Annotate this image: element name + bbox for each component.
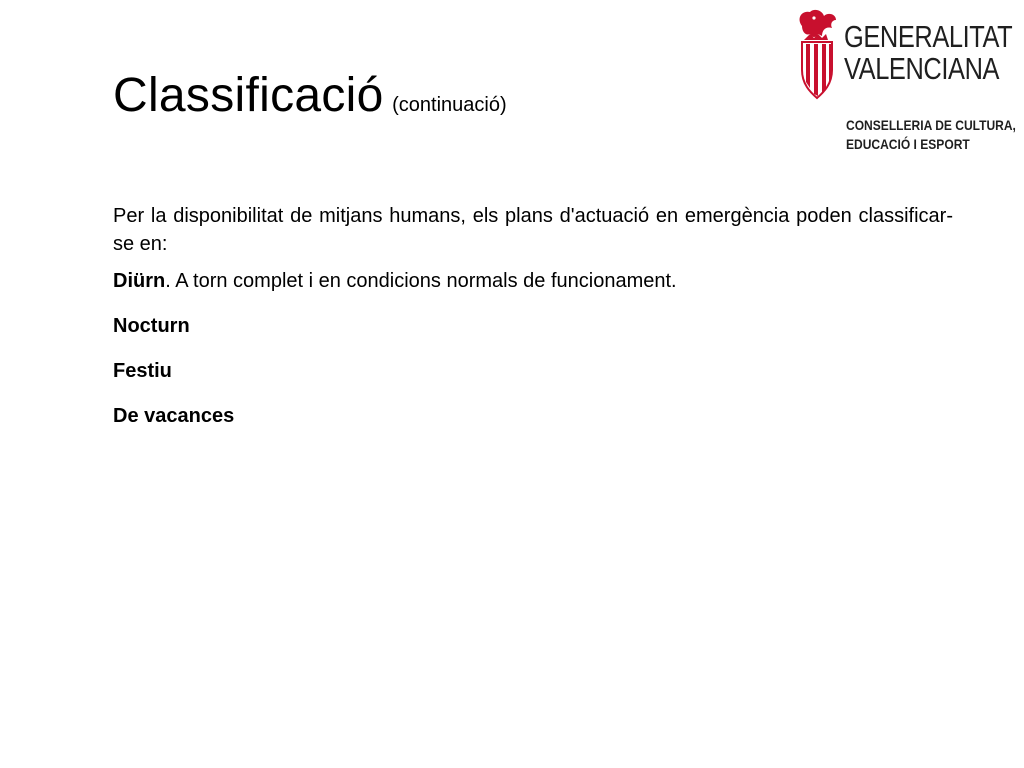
slide-title bbox=[113, 68, 507, 124]
item-term: Festiu bbox=[113, 360, 172, 382]
logo-dept-line1: CONSELLERIA DE CULTURA, bbox=[846, 117, 1016, 133]
intro-paragraph: Per la disponibilitat de mitjans humans, els plans d'actuació en emergència poden classificar-se en: bbox=[113, 205, 953, 255]
subtitle-text: (continuació) bbox=[392, 94, 507, 116]
item-term: Diürn bbox=[113, 270, 166, 292]
slide-body bbox=[113, 202, 953, 447]
item-description: . A torn complet i en condicions normals de funcionament. bbox=[165, 270, 677, 292]
list-item bbox=[113, 402, 953, 430]
list-item bbox=[113, 357, 953, 385]
generalitat-logo bbox=[792, 8, 1016, 158]
logo-dept-line2: EDUCACIÓ I ESPORT bbox=[846, 136, 970, 152]
item-term: Nocturn bbox=[113, 315, 190, 337]
logo-line-valenciana: VALENCIANA bbox=[844, 51, 1000, 86]
item-term: De vacances bbox=[113, 405, 235, 427]
list-item bbox=[113, 312, 953, 340]
coat-of-arms-icon bbox=[792, 8, 844, 104]
logo-line-generalitat: GENERALITAT bbox=[844, 19, 1013, 54]
title-text: Classificació bbox=[113, 69, 384, 122]
list-item bbox=[113, 267, 953, 295]
